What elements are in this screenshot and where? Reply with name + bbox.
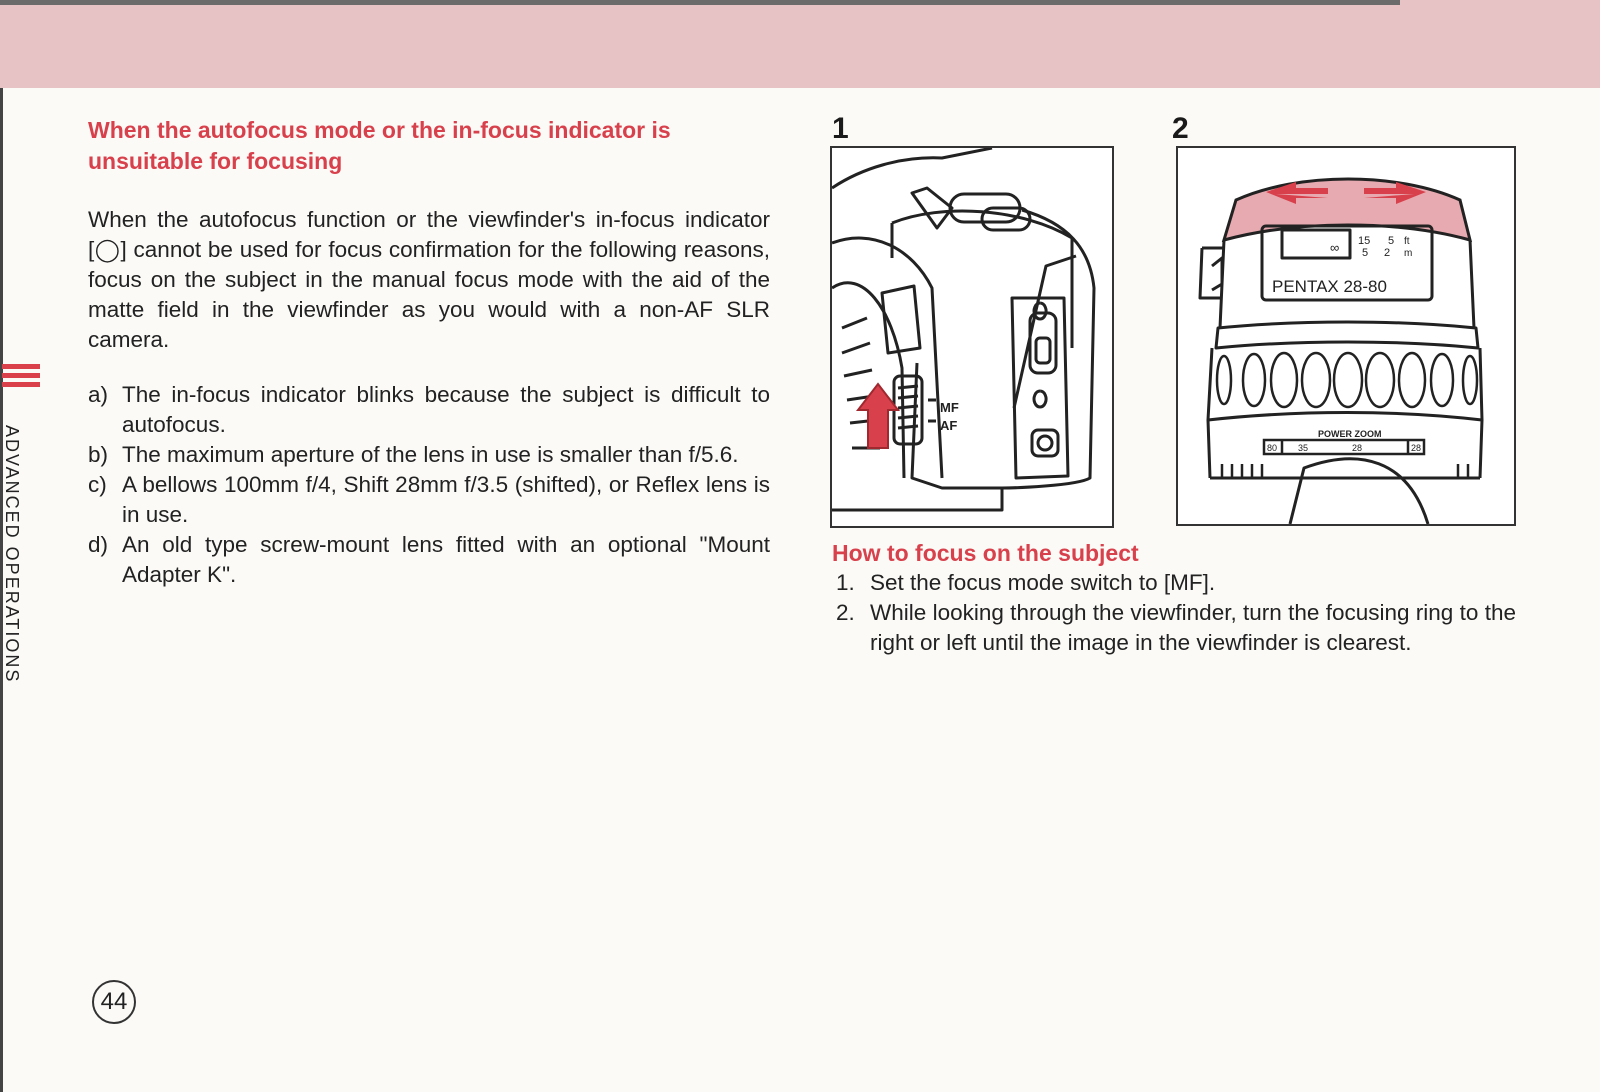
lens-focusing-ring-icon xyxy=(1178,148,1514,524)
left-heading-line2: unsuitable for focusing xyxy=(88,148,343,174)
figure-1-number: 1 xyxy=(832,112,849,145)
camera-focus-mode-switch-icon xyxy=(832,148,1112,526)
list-item: b) The maximum aperture of the lens in use is smaller than f/5.6. xyxy=(88,442,739,467)
distance-infinity-label: ∞ xyxy=(1330,240,1340,255)
zoom-scale-1: 80 xyxy=(1267,443,1278,453)
af-switch-label: AF xyxy=(940,418,958,433)
mf-switch-label: MF xyxy=(940,400,959,415)
reasons-list xyxy=(88,380,770,590)
lens-name-label: PENTAX 28-80 xyxy=(1272,277,1387,296)
zoom-scale-4: 28 xyxy=(1411,443,1422,453)
figure-2-lens-illustration xyxy=(1176,146,1516,526)
distance-ft-1: 15 xyxy=(1358,235,1371,247)
distance-m-2: 2 xyxy=(1384,247,1391,259)
top-color-band xyxy=(0,0,1600,88)
section-marker xyxy=(2,364,40,391)
list-item: d) An old type screw-mount lens fitted with an optional "Mount Adapter K". xyxy=(88,532,770,587)
intro-paragraph: When the autofocus function or the viewfinder's in-focus indicator [◯] cannot be used for focus confirmation for the following reasons, focus on the subject in the manual focus mode with the aid of the matte field in the viewfinder as you would with a non-AF SLR camera. xyxy=(88,207,770,352)
list-item: 1. Set the focus mode switch to [MF]. xyxy=(836,570,1216,595)
unit-m-label: m xyxy=(1404,248,1413,259)
list-item: a) The in-focus indicator blinks because the subject is difficult to autofocus. xyxy=(88,382,770,437)
list-item: 2. While looking through the viewfinder, turn the focusing ring to the right or left until the image in the viewfinder is clearest. xyxy=(836,600,1516,655)
distance-ft-2: 5 xyxy=(1388,235,1395,247)
unit-ft-label: ft xyxy=(1404,236,1410,247)
figure-1-camera-illustration xyxy=(830,146,1114,528)
page-number: 44 xyxy=(92,980,136,1024)
power-zoom-label: POWER ZOOM xyxy=(1318,429,1382,439)
left-heading xyxy=(88,115,778,177)
section-label: ADVANCED OPERATIONS xyxy=(2,425,22,684)
steps-list xyxy=(836,568,1516,658)
distance-m-1: 5 xyxy=(1362,247,1369,259)
figure-2-number: 2 xyxy=(1172,112,1189,145)
right-heading: How to focus on the subject xyxy=(832,540,1139,566)
list-item: c) A bellows 100mm f/4, Shift 28mm f/3.5 (shifted), or Reflex lens is in use. xyxy=(88,472,770,527)
zoom-scale-3: 28 xyxy=(1352,443,1363,453)
zoom-scale-2: 35 xyxy=(1298,443,1309,453)
left-heading-line1: When the autofocus mode or the in-focus indicator is xyxy=(88,117,671,143)
